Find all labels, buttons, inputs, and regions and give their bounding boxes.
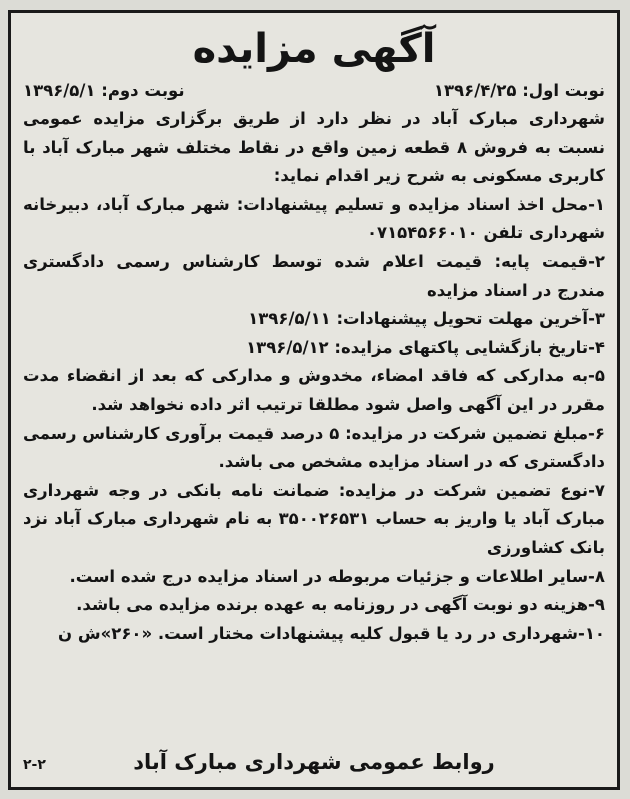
clause-1: ۱-محل اخذ اسناد مزایده و تسلیم پیشنهادات: شهر مبارک آباد، دبیرخانه شهرداری تلفن ۰۷۱۵۴۵۶۶۰۱۰ — [23, 194, 605, 243]
auction-notice — [8, 10, 620, 790]
second-notice-date: نوبت دوم: ۱۳۹۶/۵/۱ — [23, 81, 185, 100]
clause-7: ۷-نوع تضمین شرکت در مزایده: ضمانت نامه بانکی در وجه شهرداری مبارک آباد یا واریز به حساب ۳۵۰۰۲۶۵۳۱ به نام شهرداری مبارک آباد نزد بانک کشاورزی — [23, 480, 605, 557]
notice-title: آگهی مزایده — [192, 26, 436, 72]
clause-9: ۹-هزینه دو نوبت آگهی در روزنامه به عهده برنده مزایده می باشد. — [76, 595, 605, 615]
clause-3: ۳-آخرین مهلت تحویل پیشنهادات: ۱۳۹۶/۵/۱۱ — [248, 309, 605, 329]
clause-6: ۶-مبلغ تضمین شرکت در مزایده: ۵ درصد قیمت برآوری کارشناس رسمی دادگستری که در اسناد مزایده مشخص می باشد. — [23, 423, 605, 472]
intro-paragraph: شهرداری مبارک آباد در نظر دارد از طریق برگزاری مزایده عمومی نسبت به فروش ۸ قطعه زمین واقع در نقاط مختلف شهر مبارک آباد با کاربری مسکونی به شرح زیر اقدام نماید: — [23, 109, 606, 186]
notice-footer — [23, 747, 605, 777]
clause-4: ۴-تاریخ بازگشایی پاکتهای مزایده: ۱۳۹۶/۵/۱۲ — [246, 337, 605, 357]
clause-5: ۵-به مدارکی که فاقد امضاء، مخدوش و مدارکی که بعد از انقضاء مدت مقرر در این آگهی واصل شود مطلقا ترتیب اثر داده نخواهد شد. — [23, 366, 605, 414]
first-notice-date: نوبت اول: ۱۳۹۶/۴/۲۵ — [433, 81, 605, 100]
clause-8: ۸-سایر اطلاعات و جزئیات مربوطه در اسناد مزایده درج شده است. — [69, 566, 605, 586]
clause-10: ۱۰-شهرداری در رد یا قبول کلیه پیشنهادات مختار است. «۲۶۰»ش ن — [58, 623, 605, 643]
page-code: ۲-۲ — [23, 757, 46, 773]
clause-2: ۲-قیمت پایه: قیمت اعلام شده توسط کارشناس رسمی دادگستری مندرج در اسناد مزایده — [23, 251, 605, 300]
notice-body — [23, 105, 605, 648]
signature: روابط عمومی شهرداری مبارک آباد — [133, 750, 495, 774]
notice-dates — [23, 77, 605, 105]
